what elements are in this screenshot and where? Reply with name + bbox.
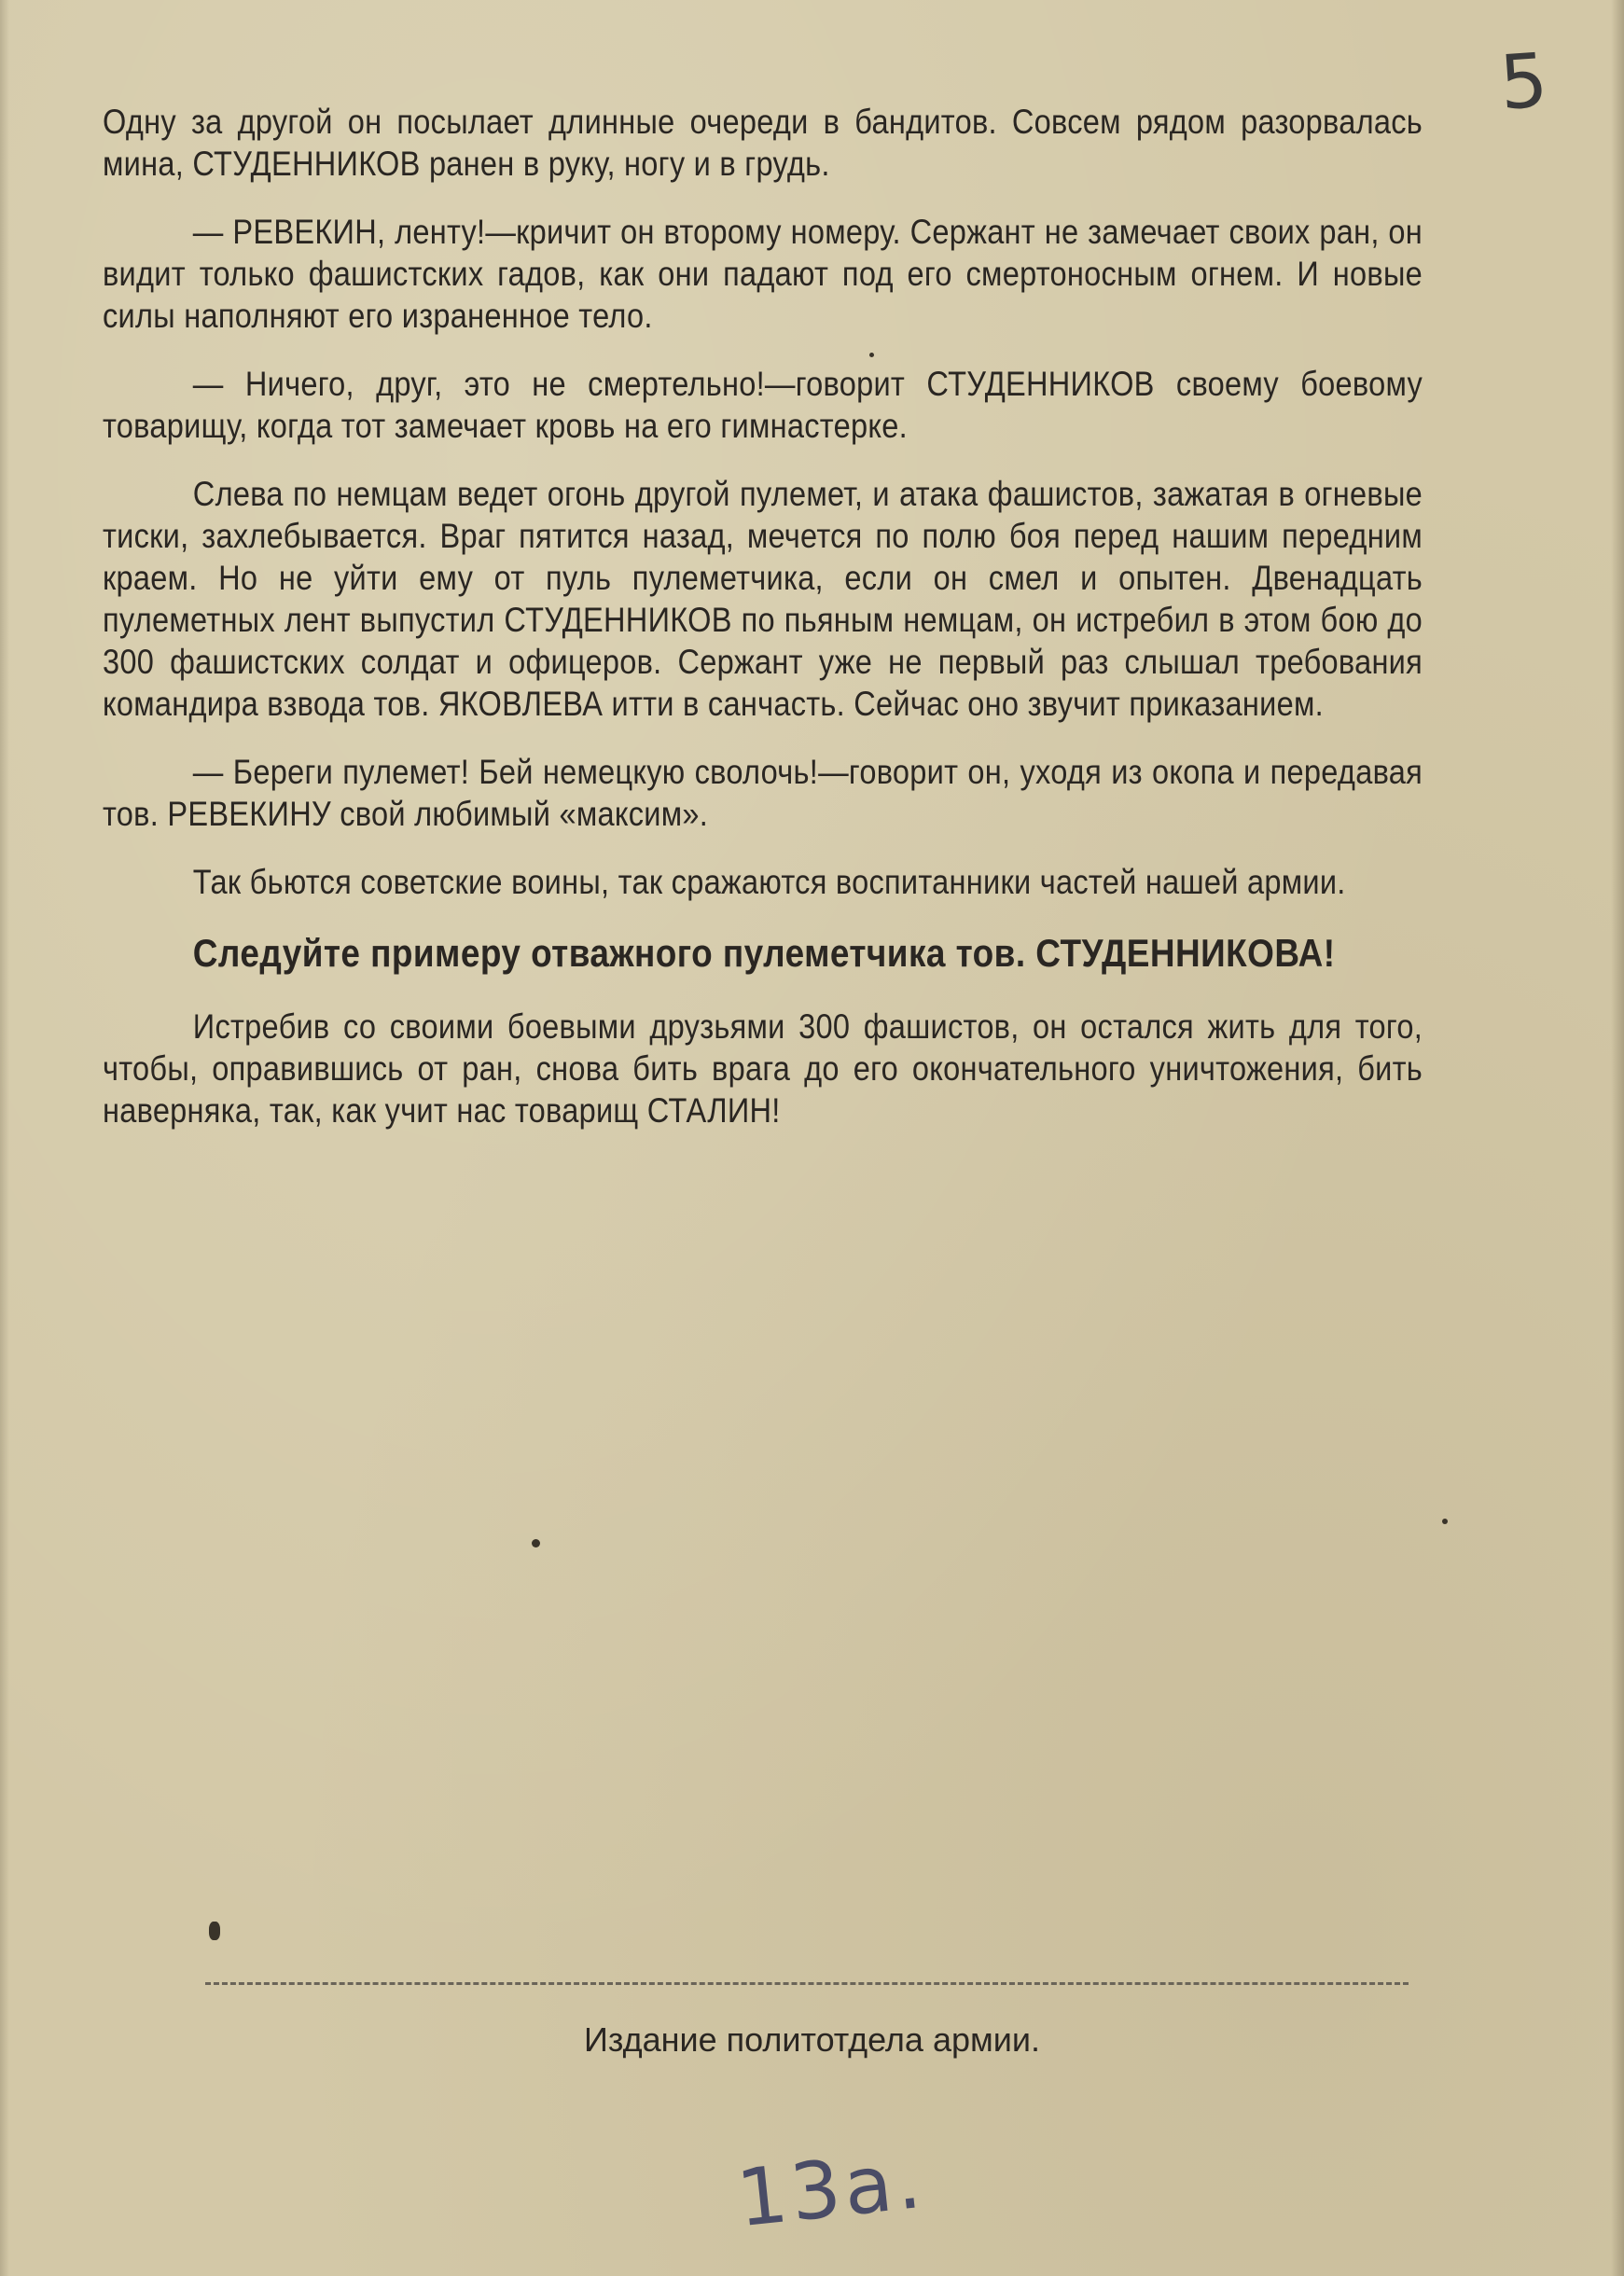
paragraph-3: — Ничего, друг, это не смертельно!—говорит СТУДЕННИКОВ своему боевому товарищу, когда тот замечает кровь на его гимнастерке. — [103, 365, 1423, 445]
paper-left-edge — [0, 0, 9, 2276]
ink-speck — [1442, 1519, 1448, 1524]
paper-right-edge — [1611, 0, 1624, 2276]
paragraph-6: Так бьются советские воины, так сражаются воспитанники частей нашей армии. — [192, 863, 1346, 901]
paragraph-1: Одну за другой он посылает длинные очереди в бандитов. Совсем рядом разорвалась мина, СТУДЕННИКОВ ранен в руку, ногу и в грудь. — [103, 103, 1423, 183]
closing-paragraph: Истребив со своими боевыми друзьями 300 фашистов, он остался жить для того, чтобы, оправившись от ран, снова бить врага до его окончательного уничтожения, бить наверняка, так, как учит нас товарищ СТАЛИН! — [103, 1007, 1423, 1130]
call-to-action-heading: Следуйте примеру отважного пулеметчика тов. СТУДЕННИКОВА! — [192, 931, 1336, 975]
paragraph-4: Слева по немцам ведет огонь другой пулемет, и атака фашистов, зажатая в огневые тиски, захлебывается. Враг пятится назад, мечется по полю боя перед нашим передним краем. Но не уйти ему от пуль пулеметчика, если он смел и опытен. Двенадцать пулеметных лент выпустил СТУДЕННИКОВ по пьяным немцам, он истребил в этом бою до 300 фашистских солдат и офицеров. Сержант уже не первый раз слышал требования командира взвода тов. ЯКОВЛЕВА итти в санчасть. Сейчас оно звучит приказанием. — [103, 475, 1423, 723]
footer-divider — [205, 1982, 1409, 1985]
publisher-footer: Издание политотдела армии. — [584, 2020, 1040, 2059]
handwritten-archive-mark: 13а. — [732, 2133, 929, 2245]
document-body — [103, 101, 1423, 1158]
ink-speck — [209, 1922, 220, 1940]
handwritten-page-number: 5 — [1496, 36, 1551, 127]
paragraph-2: — РЕВЕКИН, ленту!—кричит он второму номеру. Сержант не замечает своих ран, он видит только фашистских гадов, как они падают под его смертоносным огнем. И новые силы наполняют его израненное тело. — [103, 213, 1423, 335]
ink-speck — [532, 1539, 540, 1547]
paragraph-5: — Береги пулемет! Бей немецкую сволочь!—говорит он, уходя из окопа и передавая тов. РЕВЕКИНУ свой любимый «максим». — [103, 753, 1423, 833]
ink-speck — [869, 353, 874, 357]
